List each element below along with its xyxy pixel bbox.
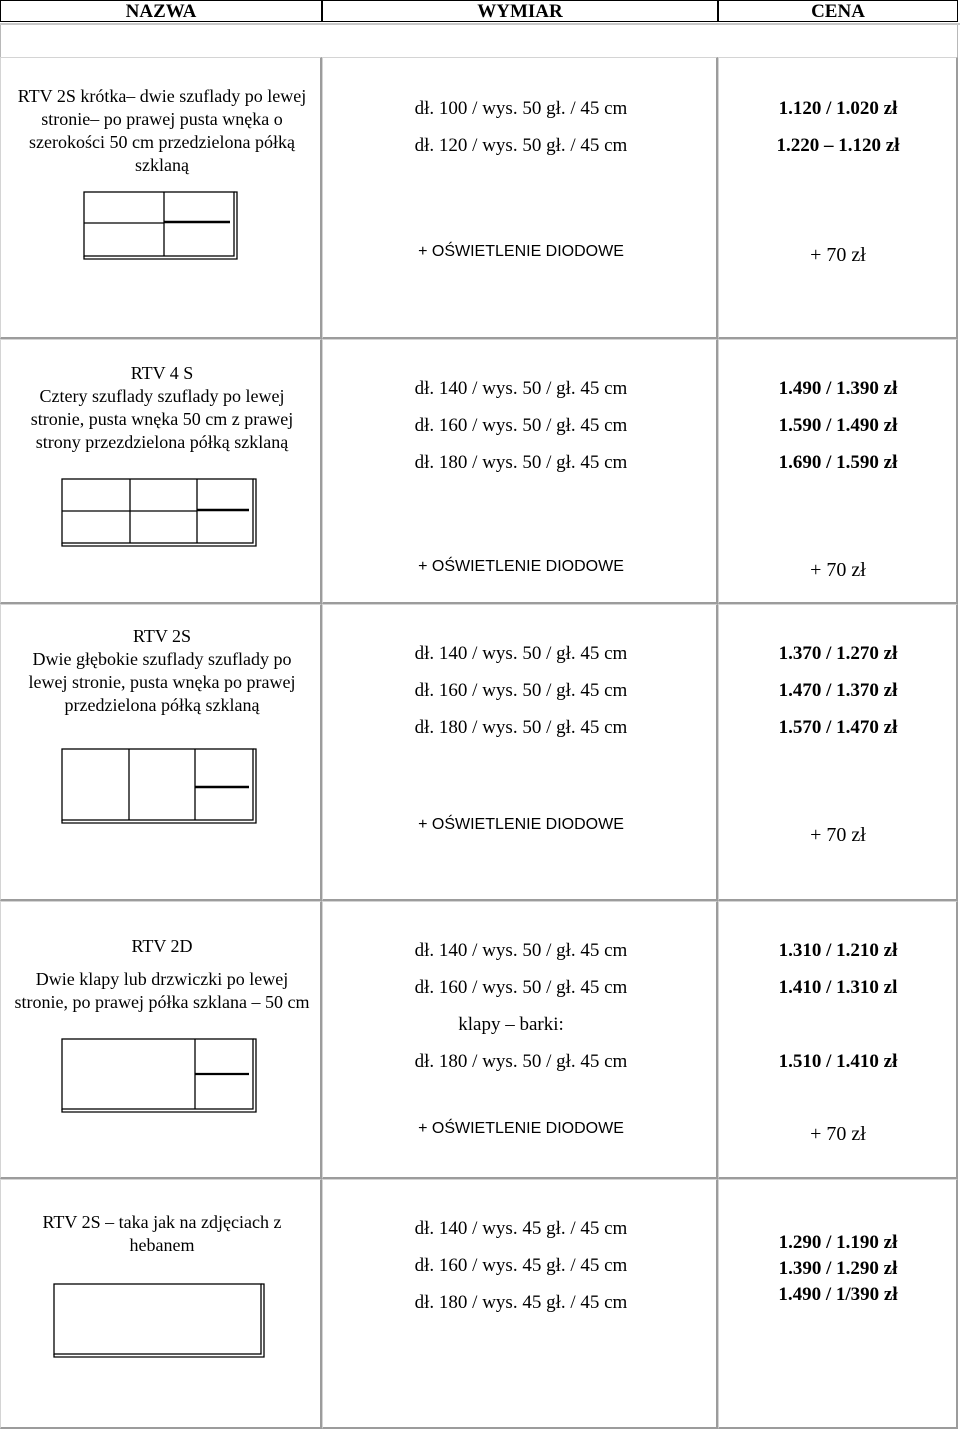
furniture-sketch [50, 1279, 270, 1361]
product-prices: 1.370 / 1.270 zł 1.470 / 1.370 zł 1.570 / 1.470 zł [778, 643, 898, 738]
product-dimensions: dł. 140 / wys. 50 / gł. 45 cm dł. 160 / wys. 50 / gł. 45 cm dł. 180 / wys. 50 / gł. 45 cm [414, 643, 628, 738]
product-description: RTV 2D Dwie klapy lub drzwiczki po lewej stronie, po prawej półka szklana – 50 cm [14, 936, 310, 1012]
table-row [0, 604, 960, 901]
table-row [0, 901, 960, 1179]
lighting-option-label: + OŚWIETLENIE DIODOWE [418, 816, 624, 833]
lighting-option-price: + 70 zł [810, 824, 866, 846]
product-description: RTV 2S Dwie głębokie szuflady szuflady po lewej stronie, pusta wnęka po prawej przedzielona półką szklaną [28, 626, 296, 715]
spacer-row [0, 25, 958, 57]
furniture-sketch [58, 474, 262, 552]
lighting-option-price: + 70 zł [810, 559, 866, 581]
table-header [0, 0, 960, 24]
column-header-price: CENA [718, 0, 958, 22]
product-prices: 1.120 / 1.020 zł 1.220 – 1.120 zł [776, 98, 900, 156]
lighting-option-label: + OŚWIETLENIE DIODOWE [418, 1120, 624, 1137]
product-prices: 1.290 / 1.190 zł 1.390 / 1.290 zł 1.490 / 1/390 zł [778, 1232, 898, 1305]
lighting-option-price: + 70 zł [810, 1123, 866, 1145]
product-description: RTV 2S krótka– dwie szuflady po lewej stronie– po prawej pusta wnęka o szerokości 50 cm przedzielona półką szklaną [17, 86, 307, 175]
product-prices: 1.310 / 1.210 zł 1.410 / 1.310 zl 1.510 / 1.410 zł [778, 940, 898, 1072]
table-row [0, 57, 960, 339]
table-row [0, 1179, 960, 1426]
column-header-size: WYMIAR [322, 0, 718, 22]
product-prices: 1.490 / 1.390 zł 1.590 / 1.490 zł 1.690 / 1.590 zł [778, 378, 898, 473]
column-header-name: NAZWA [0, 0, 322, 22]
furniture-sketch [80, 187, 240, 263]
product-description: RTV 2S – taka jak na zdjęciach z hebanem [42, 1212, 282, 1255]
product-dimensions: dł. 140 / wys. 50 / gł. 45 cm dł. 160 / wys. 50 / gł. 45 cm dł. 180 / wys. 50 / gł. 45 cm [414, 378, 628, 473]
product-dimensions: dł. 140 / wys. 45 gł. / 45 cm dł. 160 / wys. 45 gł. / 45 cm dł. 180 / wys. 45 gł. / 45 cm [414, 1218, 628, 1313]
lighting-option-price: + 70 zł [810, 244, 866, 266]
lighting-option-label: + OŚWIETLENIE DIODOWE [418, 558, 624, 575]
lighting-option-label: + OŚWIETLENIE DIODOWE [418, 243, 624, 260]
furniture-sketch [58, 1034, 262, 1114]
product-description: RTV 4 S Cztery szuflady szuflady po lewej stronie, pusta wnęka 50 cm z prawej strony przezdzielona półką szklaną [30, 363, 294, 452]
product-dimensions: dł. 100 / wys. 50 gł. / 45 cm dł. 120 / wys. 50 gł. / 45 cm [414, 98, 628, 156]
product-dimensions: dł. 140 / wys. 50 / gł. 45 cm dł. 160 / wys. 50 / gł. 45 cm klapy – barki: dł. 180 / wys. 50 / gł. 45 cm [414, 940, 628, 1072]
table-row [0, 339, 960, 604]
furniture-sketch [58, 744, 262, 826]
